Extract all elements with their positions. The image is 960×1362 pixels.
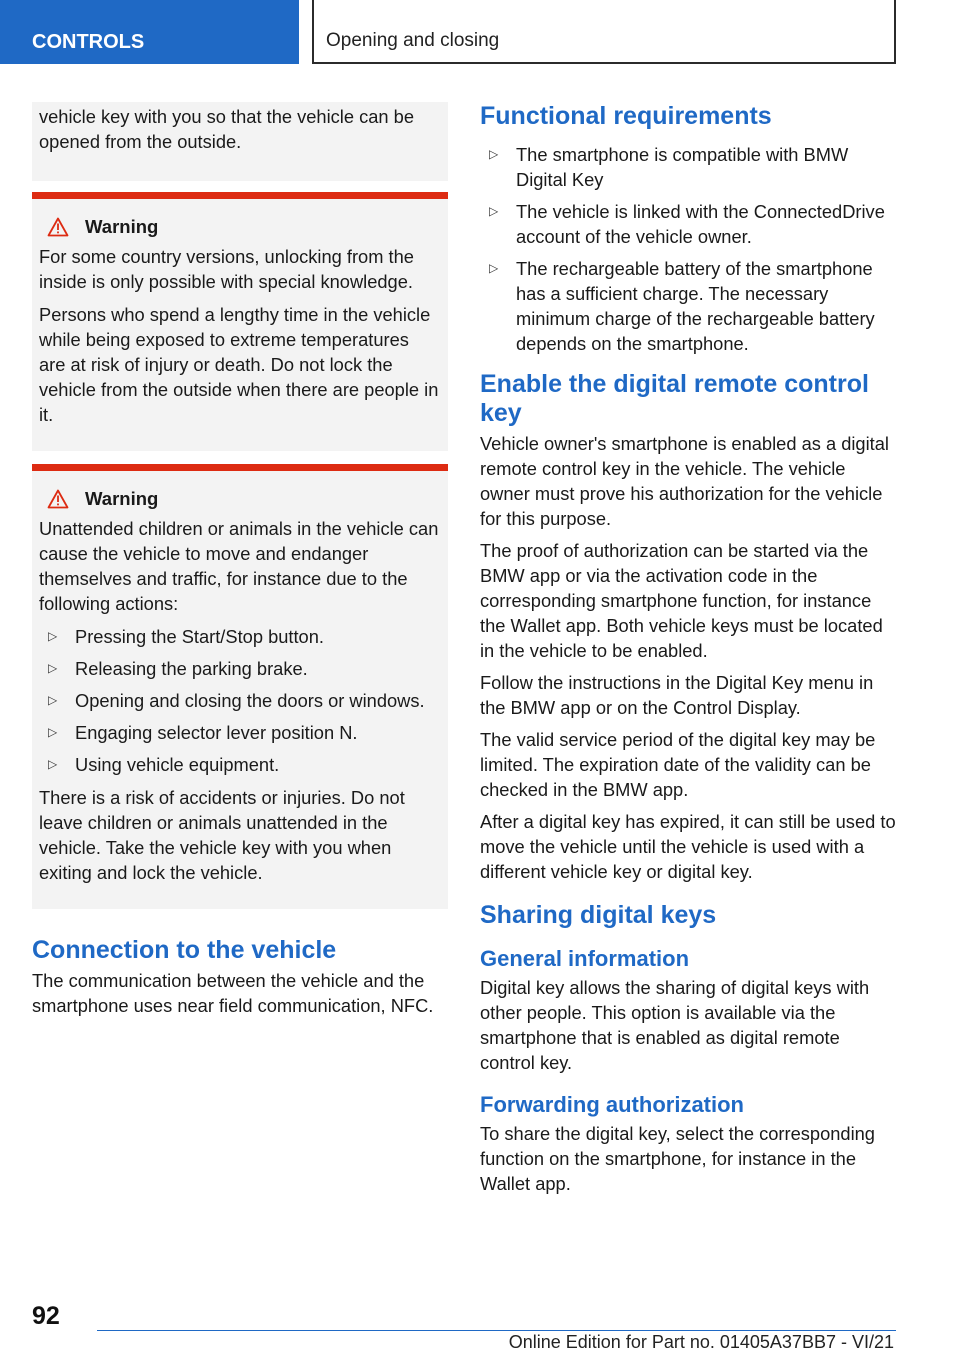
functional-requirements-heading: Functional requirements: [480, 102, 772, 130]
section-tab[interactable]: CONTROLS: [0, 0, 299, 64]
left-column: [32, 102, 448, 1018]
enable-paragraph: The valid service period of the digital key may be limited. The expiration date of the validity can be checked in the BMW app.: [480, 729, 876, 800]
continued-note-box: [32, 102, 448, 181]
page-title: Opening and closing: [312, 0, 896, 64]
forwarding-authorization-heading: Forwarding authorization: [480, 1092, 744, 1117]
warning-action-list: [39, 624, 440, 777]
triangle-bullet-icon: ▷: [48, 661, 58, 675]
list-item: ▷ Using vehicle equipment.: [48, 754, 280, 775]
general-information-text: Digital key allows the sharing of digital keys with other people. This option is available via the smartphone that is enabled as digital remote control key.: [480, 977, 870, 1073]
connection-text: The communication between the vehicle and the smartphone uses near field communication, NFC.: [32, 970, 434, 1016]
list-item: ▷ Releasing the parking brake.: [48, 658, 308, 679]
enable-paragraph: After a digital key has expired, it can still be used to move the vehicle until the vehicle is used with a different vehicle key or digital key.: [480, 811, 896, 882]
warning-box-2: [32, 464, 448, 909]
forwarding-authorization-text: To share the digital key, select the corresponding function on the smartphone, for instance in the Wallet app.: [480, 1123, 875, 1194]
triangle-bullet-icon: ▷: [48, 757, 58, 771]
warning-label: Warning: [85, 488, 159, 509]
warning-heading: [39, 214, 440, 239]
page-number: 92: [32, 1302, 60, 1330]
warning-intro: Unattended children or animals in the vehicle can cause the vehicle to move and endanger themselves and traffic, for instance due to the following actions:: [39, 518, 439, 614]
sharing-heading: Sharing digital keys: [480, 901, 717, 929]
warning-paragraph: For some country versions, unlocking from the inside is only possible with special knowledge.: [39, 246, 414, 292]
triangle-bullet-icon: ▷: [48, 693, 58, 707]
footer-divider: [97, 1330, 896, 1331]
list-item: ▷ Pressing the Start/Stop button.: [48, 626, 324, 647]
triangle-bullet-icon: ▷: [48, 725, 58, 739]
enable-paragraph: Vehicle owner's smartphone is enabled as a digital remote control key in the vehicle. The vehicle owner must prove his authorization for the vehicle for this purpose.: [480, 433, 889, 529]
list-item: ▷ The smartphone is compatible with BMW Digital Key: [489, 144, 849, 190]
warning-outro: There is a risk of accidents or injuries. Do not leave children or animals unattended in the vehicle. Take the vehicle key with you when exiting and lock the vehicle.: [39, 787, 405, 883]
list-item: ▷ The rechargeable battery of the smartphone has a sufficient charge. The necessary minimum charge of the rechargeable battery depends on the smartphone.: [489, 258, 875, 354]
edition-note: Online Edition for Part no. 01405A37BB7 - VI/21: [508, 1332, 894, 1352]
right-column: [480, 102, 896, 1203]
warning-triangle-icon: [47, 217, 69, 237]
warning-box-1: [32, 192, 448, 451]
functional-requirements-list: [480, 142, 896, 356]
warning-paragraph: Persons who spend a lengthy time in the vehicle while being exposed to extreme temperatures are at risk of injury or death. Do not lock the vehicle from the outside when there are people in it.: [39, 304, 439, 425]
triangle-bullet-icon: ▷: [489, 261, 499, 275]
warning-heading: [39, 486, 440, 511]
list-item: ▷ Engaging selector lever position N.: [48, 722, 358, 743]
connection-heading: Connection to the vehicle: [32, 936, 337, 964]
warning-triangle-icon: [47, 489, 69, 509]
continued-note-text: vehicle key with you so that the vehicle can be opened from the outside.: [39, 106, 414, 152]
list-item: ▷ The vehicle is linked with the ConnectedDrive account of the vehicle owner.: [489, 201, 885, 247]
general-information-heading: General information: [480, 946, 690, 971]
triangle-bullet-icon: ▷: [489, 147, 499, 161]
enable-paragraph: The proof of authorization can be started via the BMW app or via the activation code in the corresponding smartphone function, for instance the Wallet app. Both vehicle keys must be located in the vehicle to be enabled.: [480, 540, 883, 661]
triangle-bullet-icon: ▷: [489, 204, 499, 218]
list-item: ▷ Opening and closing the doors or windows.: [48, 690, 425, 711]
triangle-bullet-icon: ▷: [48, 629, 58, 643]
enable-key-heading: Enable the digital remote control key: [480, 370, 869, 427]
warning-label: Warning: [85, 216, 159, 237]
enable-paragraph: Follow the instructions in the Digital Key menu in the BMW app or on the Control Display.: [480, 672, 874, 718]
